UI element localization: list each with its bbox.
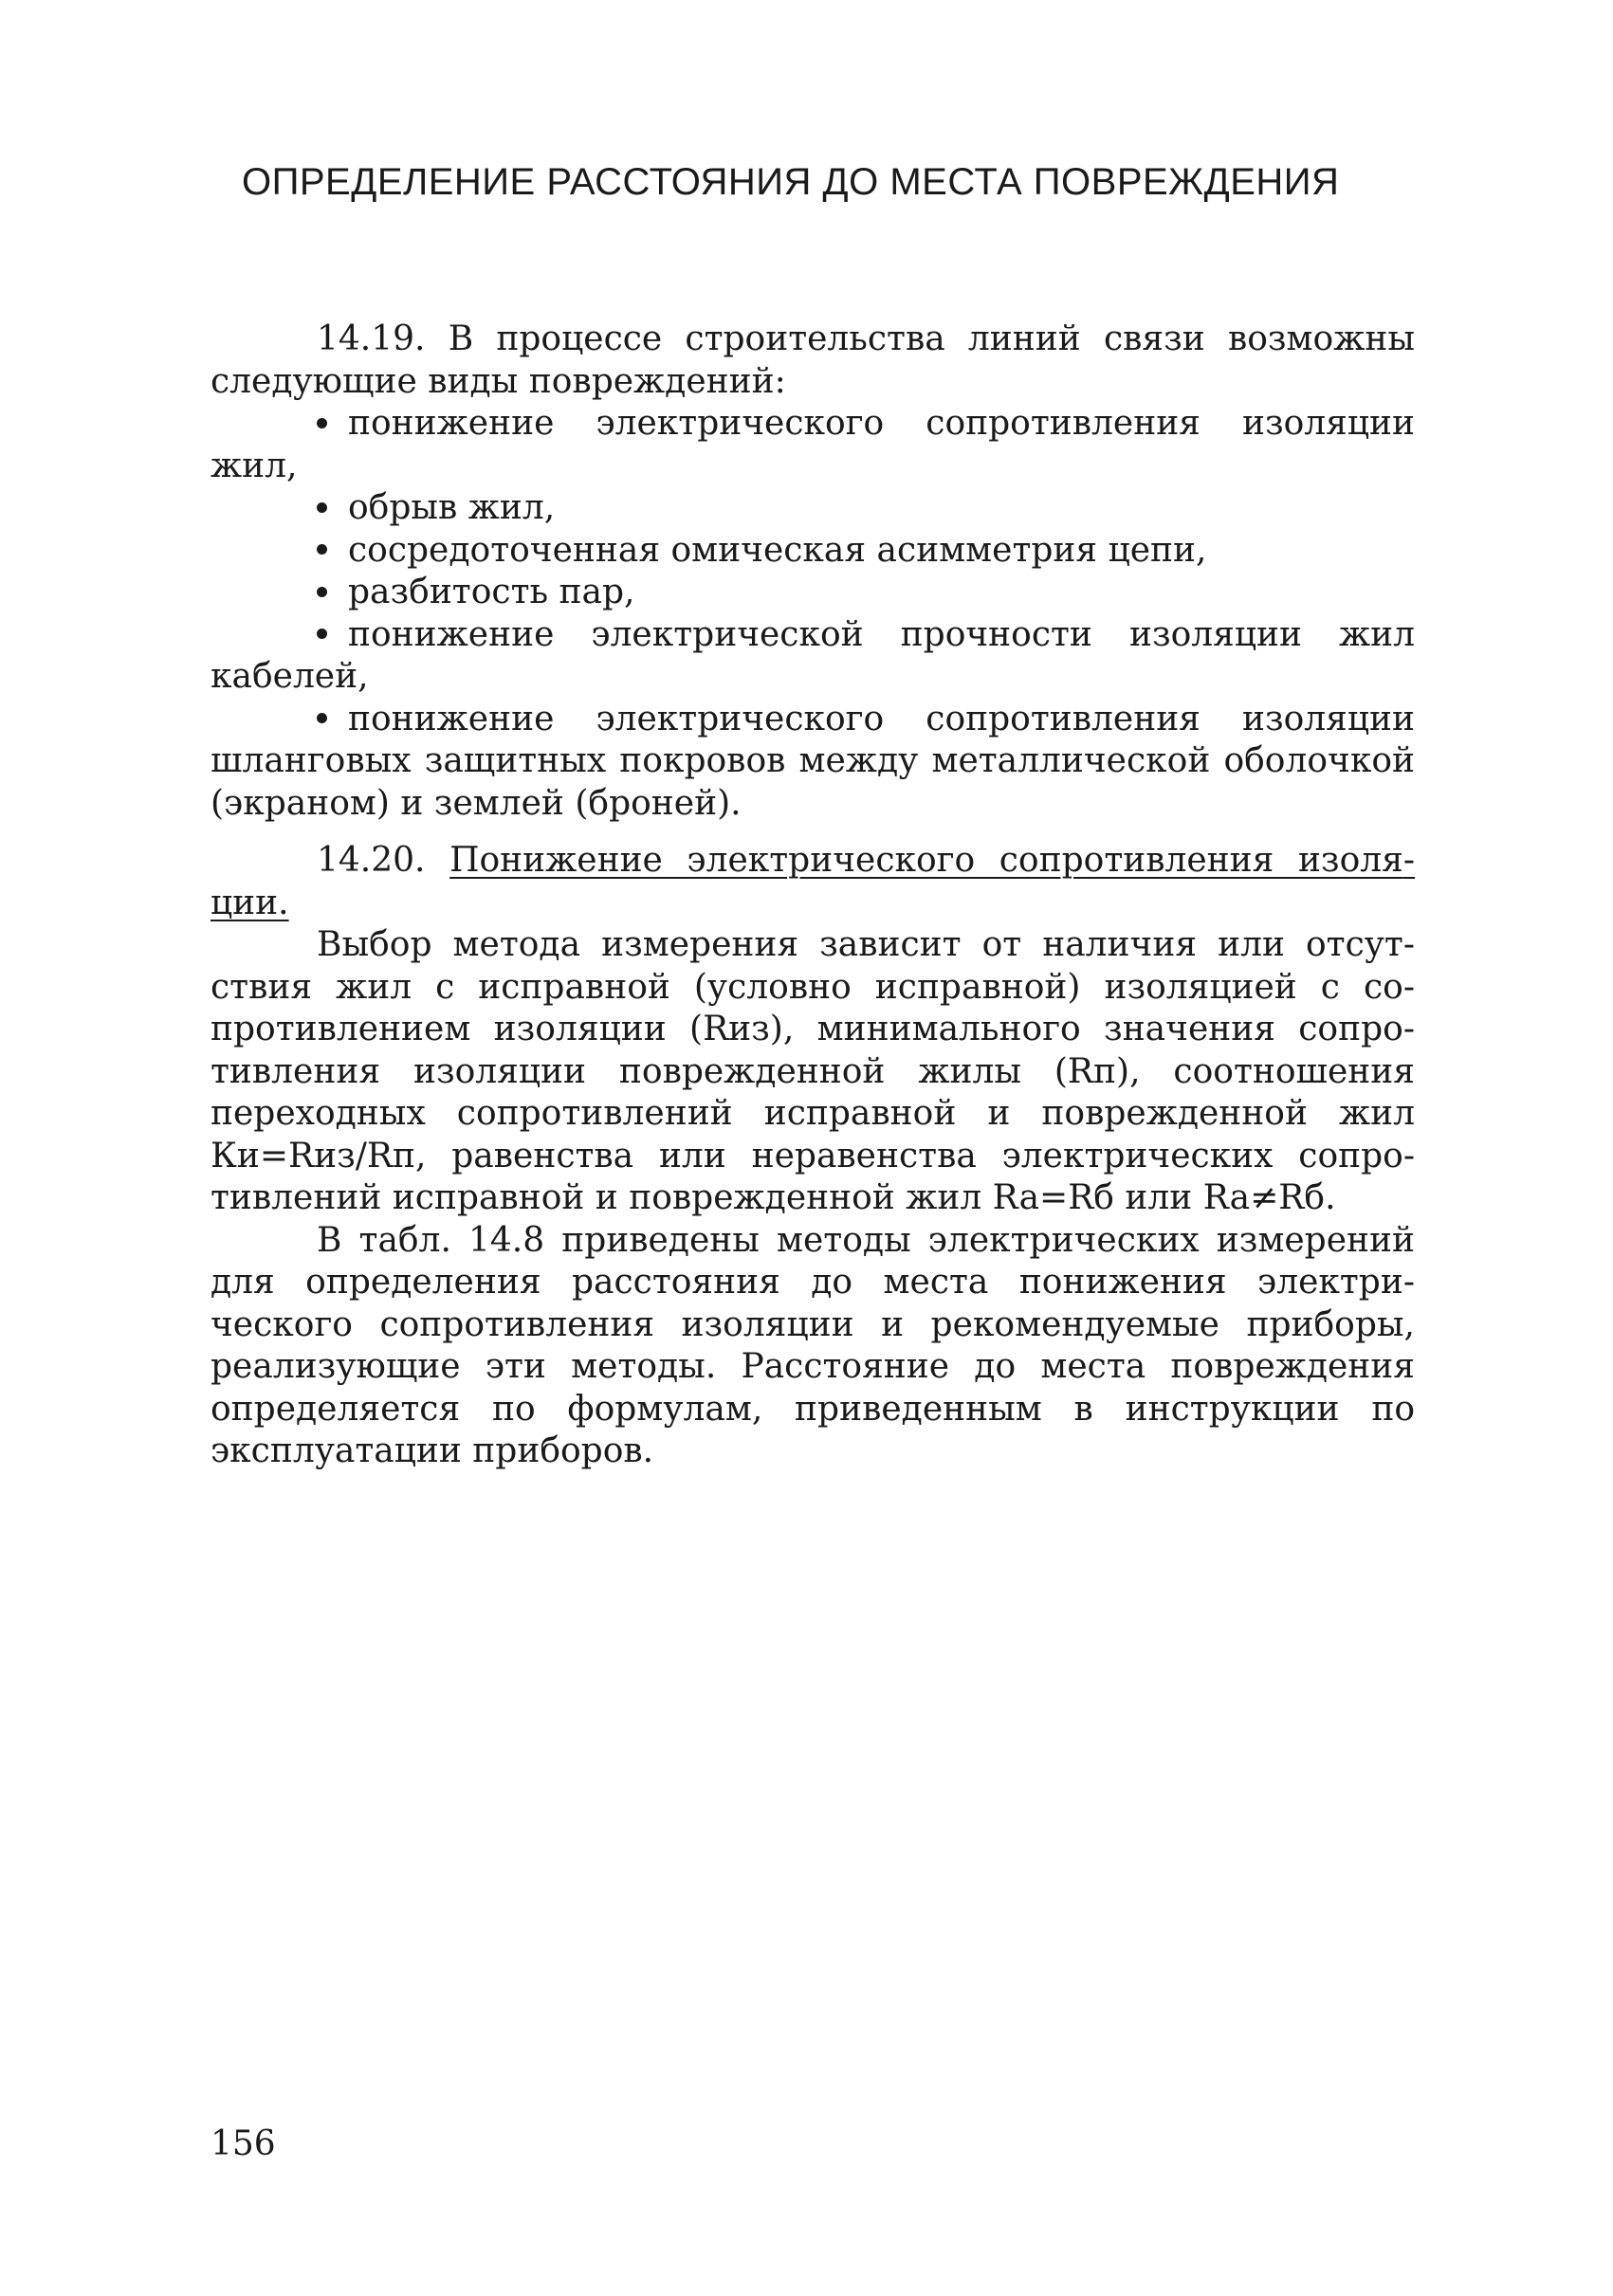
page-title: ОПРЕДЕЛЕНИЕ РАССТОЯНИЯ ДО МЕСТА ПОВРЕЖДЕНИЯ <box>242 161 1340 203</box>
bullet-icon <box>317 544 327 555</box>
list-item <box>211 572 1415 614</box>
list-item <box>211 699 1415 826</box>
list-item-text: обрыв жил, <box>348 488 556 527</box>
section-14-20-paragraph-2: В табл. 14.8 приведены методы электрических измерений для определения расстояния до места понижения электрического сопротивления изоляции и рекомендуемые приборы, реализующие эти методы. Расстояние до места повреждения определяется по формулам, приведенным в инструкции по эксплуатации приборов. <box>211 1220 1415 1470</box>
list-item <box>211 614 1415 699</box>
section-number: 14.20. <box>317 841 426 880</box>
list-item-text: понижение электрической прочности изоляции жил кабелей, <box>211 614 1415 696</box>
list-item <box>211 487 1415 530</box>
list-item <box>211 403 1415 487</box>
page-number: 156 <box>211 2124 276 2163</box>
list-item-text: сосредоточенная омическая асимметрия цепи, <box>348 530 1207 570</box>
list-item-text: разбитость пар, <box>348 573 635 611</box>
list-item <box>211 530 1415 573</box>
bullet-icon <box>317 587 327 597</box>
list-item-text: понижение электрического сопротивления изоляции шланговых защитных покровов между металлической оболочкой (экраном) и землей (броней). <box>211 699 1415 823</box>
list-item-text: понижение электрического сопротивления изоляции жил, <box>211 404 1415 485</box>
section-14-19-intro: 14.19. В процессе строительства линий связи возможны следующие виды повреждений: <box>211 319 1415 401</box>
bullet-icon <box>317 629 327 639</box>
bullet-icon <box>317 418 327 428</box>
document-body <box>211 319 1415 1473</box>
bullet-icon <box>317 713 327 723</box>
section-14-20-paragraph-1: Выбор метода измерения зависит от наличия или отсутствия жил с исправной (условно исправной) изоляцией с сопротивлением изоляции (Rиз), минимального значения сопротивления изоляции поврежденной жилы (Rп), соотношения переходных сопротивлений исправной и поврежденной жил Ки=Rиз/Rп, равенства или неравенства электрических сопротивлений исправной и поврежденной жил Ra=Rб или Ra≠Rб. <box>211 925 1415 1217</box>
section-heading: Понижение электрического сопротивления изоляции. <box>211 841 1415 922</box>
bullet-icon <box>317 502 327 513</box>
section-14-20-heading <box>211 840 1415 924</box>
